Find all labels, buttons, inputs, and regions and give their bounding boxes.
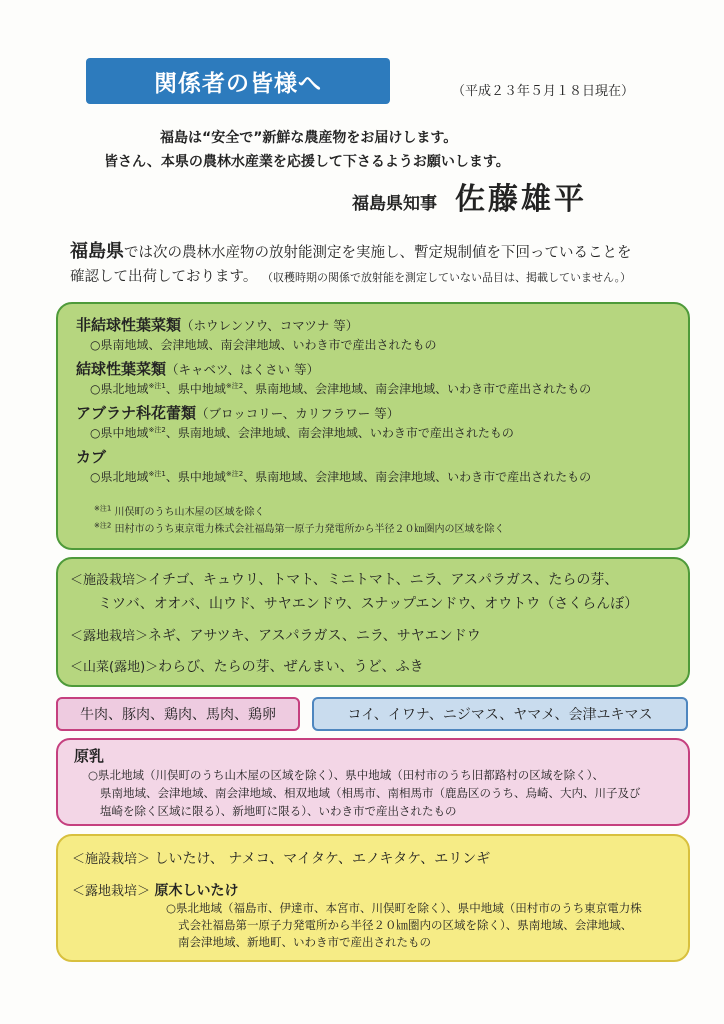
intro-text-1: では次の農林水産物の放射能測定を実施し、暫定規制値を下回っていることを — [124, 245, 632, 261]
milk-areas — [88, 766, 678, 820]
signature — [352, 174, 587, 218]
footnote-1-mark: ※注1 — [94, 504, 112, 513]
meat-box — [56, 697, 300, 731]
category-2-name: 結球性葉菜類 — [76, 360, 167, 378]
category-1-examples: （ホウレンソウ、コマツナ 等） — [181, 318, 359, 333]
milk-area-line-1: ○県北地域（川俣町のうち山木屋の区域を除く）、県中地域（田村市のうち旧都路村の区域を除く）、 — [88, 768, 605, 782]
milk-box — [56, 738, 690, 826]
footnote-2-mark: ※注2 — [94, 521, 112, 530]
fish-items: コイ、イワナ、ニジマス、ヤマメ、会津ユキマス — [347, 707, 653, 723]
fish-box — [312, 697, 688, 731]
category-2 — [76, 358, 319, 379]
mushroom-facility-row — [72, 848, 490, 868]
mushroom-area-line-3: 南会津地域、新地町、いわき市で産出されたもの — [178, 935, 431, 949]
openfield-crops-row — [70, 625, 481, 645]
wild-vegetables-row — [70, 656, 424, 676]
category-3-examples: （ブロッコリー、カリフラワー 等） — [196, 406, 400, 421]
category-4-area — [90, 468, 591, 485]
footnote-1-text: 川俣町のうち山木屋の区域を除く — [114, 507, 265, 518]
mushroom-box — [56, 834, 690, 962]
note-2-ref: ※注2 — [148, 426, 166, 434]
note-1-ref: ※注1 — [148, 382, 166, 390]
category-3-name: アブラナ科花蕾類 — [76, 404, 197, 422]
meat-items: 牛肉、豚肉、鶏肉、馬肉、鶏卵 — [80, 707, 276, 723]
category-4-name: カブ — [76, 448, 107, 466]
facility-items-1: イチゴ、キュウリ、トマト、ミニトマト、ニラ、アスパラガス、たらの芽、 — [148, 572, 619, 588]
category-1 — [76, 314, 358, 335]
facility-crops-row-2: ミツバ、オオバ、山ウド、サヤエンドウ、スナップエンドウ、オウトウ（さくらんぼ） — [98, 596, 639, 612]
note-2-ref: ※注2 — [225, 382, 244, 390]
signature-name: 佐藤雄平 — [455, 182, 587, 217]
page-title — [86, 58, 390, 104]
vegetable-box — [56, 302, 690, 550]
milk-area-line-3: 塩崎を除く区域に限る）、新地町に限る）、いわき市で産出されたもの — [100, 804, 457, 818]
crops-box — [56, 557, 690, 687]
intro-text — [70, 240, 700, 290]
milk-title: 原乳 — [74, 747, 105, 765]
intro-note: （収穫時期の関係で放射能を測定していない品目は、掲載していません。） — [261, 271, 632, 284]
openfield-tag: ＜露地栽培＞ — [70, 629, 149, 644]
mushroom-openfield-item: 原木しいたけ — [154, 883, 239, 899]
category-4 — [76, 446, 106, 467]
footnote-2-text: 田村市のうち東京電力株式会社福島第一原子力発電所から半径２０㎞圏内の区域を除く — [114, 524, 505, 535]
wild-items: わらび、たらの芽、ぜんまい、うど、ふき — [158, 659, 424, 675]
greeting-line-2: 皆さん、本県の農林水産業を応援して下さるようお願いします。 — [104, 154, 510, 170]
mushroom-area-line-1: ○県北地域（福島市、伊達市、本宮市、川俣町を除く）、県中地域（田村市のうち東京電力株 — [166, 901, 642, 915]
category-2-area-b: 、県中地域 — [165, 382, 226, 396]
footnote-2 — [94, 520, 505, 535]
category-4-area-a: ○県北地域 — [90, 470, 149, 484]
mushroom-areas — [166, 900, 676, 951]
milk-area-line-2: 県南地域、会津地域、南会津地域、相双地域（相馬市、南相馬市（鹿島区のうち、烏崎、大内、川子及び — [100, 786, 641, 800]
category-3 — [76, 402, 399, 423]
wild-tag: ＜山菜(露地)＞ — [70, 660, 159, 675]
openfield-items: ネギ、アサツキ、アスパラガス、ニラ、サヤエンドウ — [148, 628, 481, 644]
category-1-area: ○県南地域、会津地域、南会津地域、いわき市で産出されたもの — [90, 338, 437, 352]
category-2-area — [90, 380, 591, 397]
intro-prefecture: 福島県 — [70, 241, 124, 262]
category-4-area-b: 、県中地域 — [165, 470, 226, 484]
category-2-area-a: ○県北地域 — [90, 382, 149, 396]
note-1-ref: ※注1 — [148, 470, 166, 478]
intro-text-2: 確認して出荷しております。 — [70, 269, 258, 285]
mushroom-area-line-2: 式会社福島第一原子力発電所から半径２０㎞圏内の区域を除く）、県南地域、会津地域、 — [178, 918, 633, 932]
category-3-area-b: 、県南地域、会津地域、南会津地域、いわき市で産出されたもの — [165, 426, 514, 440]
category-3-area-a: ○県中地域 — [90, 426, 149, 440]
facility-crops-row-1 — [70, 569, 618, 589]
date-label: （平成２３年５月１８日現在） — [452, 84, 635, 99]
mushroom-openfield-row — [72, 880, 238, 900]
note-2-ref: ※注2 — [225, 470, 244, 478]
category-1-name: 非結球性葉菜類 — [76, 316, 182, 334]
mushroom-openfield-tag: ＜露地栽培＞ — [72, 884, 151, 899]
signature-title: 福島県知事 — [352, 194, 437, 214]
footnote-1 — [94, 503, 265, 518]
mushroom-facility-tag: ＜施設栽培＞ — [72, 852, 151, 867]
category-4-area-c: 、県南地域、会津地域、南会津地域、いわき市で産出されたもの — [243, 470, 592, 484]
category-2-area-c: 、県南地域、会津地域、南会津地域、いわき市で産出されたもの — [243, 382, 592, 396]
facility-tag: ＜施設栽培＞ — [70, 573, 149, 588]
title-text: 関係者の皆様へ — [154, 70, 322, 97]
category-3-area — [90, 424, 514, 441]
category-2-examples: （キャベツ、はくさい 等） — [166, 362, 320, 377]
greeting-line-1: 福島は“安全で”新鮮な農産物をお届けします。 — [160, 130, 458, 146]
mushroom-facility-items: しいたけ、 ナメコ、マイタケ、エノキタケ、エリンギ — [154, 851, 491, 867]
